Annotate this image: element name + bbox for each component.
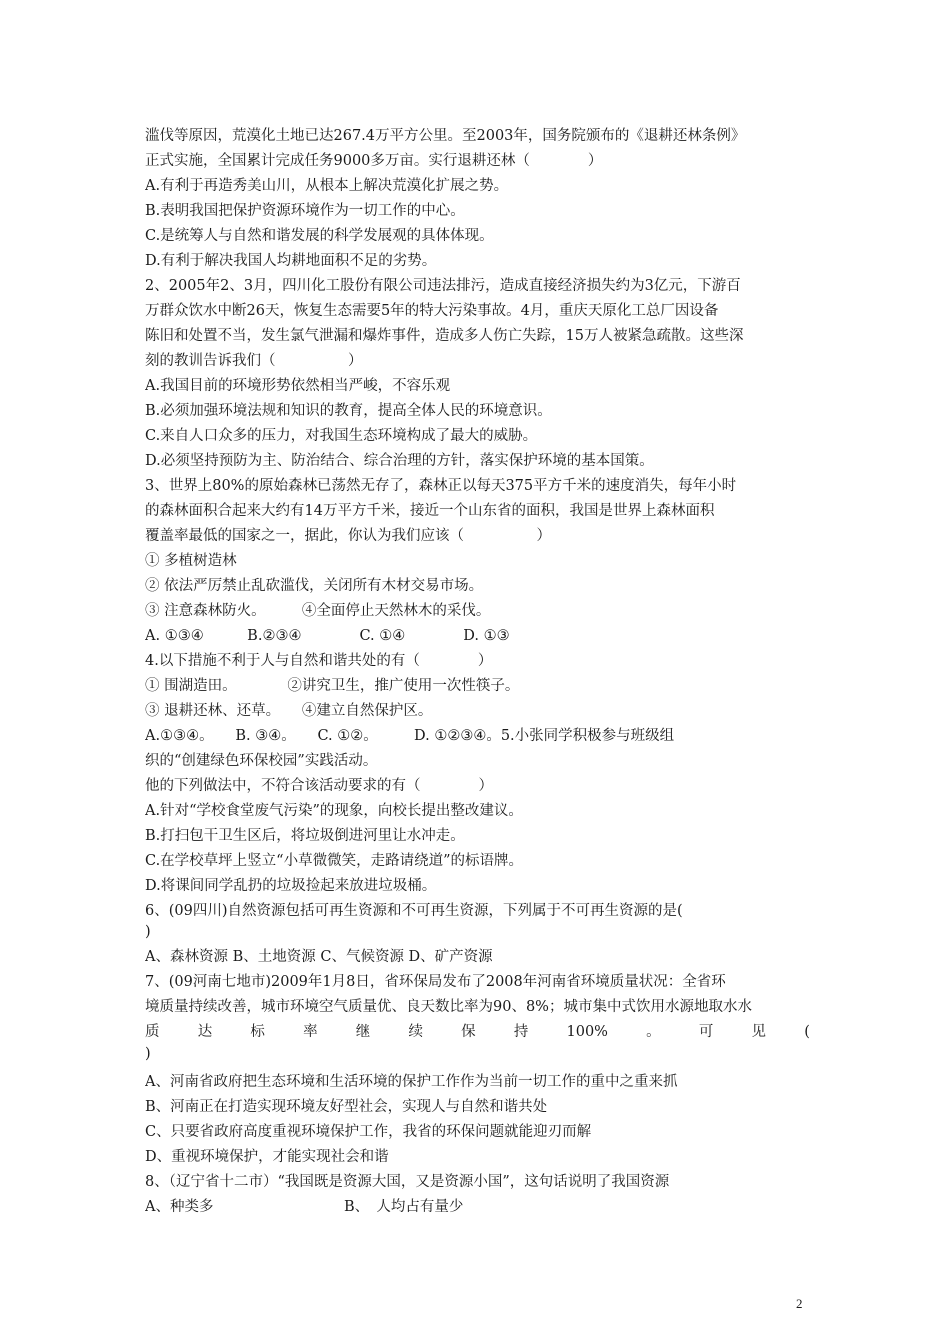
text-line: B.必须加强环境法规和知识的教育，提高全体人民的环境意识。 xyxy=(145,403,552,419)
justified-word: 达 xyxy=(197,1024,213,1040)
justified-word: 持 xyxy=(513,1024,529,1040)
justified-word: 继 xyxy=(355,1024,371,1040)
text-line: 织的“创建绿色环保校园”实践活动。 xyxy=(145,753,378,769)
justified-word: ( xyxy=(804,1024,810,1040)
justified-text-line xyxy=(145,1022,810,1044)
text-line: 的森林面积合起来大约有14万平方千米，接近一个山东省的面积，我国是世界上森林面积 xyxy=(145,503,715,519)
text-line: C.是统筹人与自然和谐发展的科学发展观的具体体现。 xyxy=(145,228,494,244)
text-line: 覆盖率最低的国家之一，据此，你认为我们应该（ ） xyxy=(145,528,551,544)
text-line: ) xyxy=(145,924,151,940)
text-line: 境质量持续改善，城市环境空气质量优、良天数比率为90、8%；城市集中式饮用水源地取水水 xyxy=(145,999,752,1015)
text-line: D.有利于解决我国人均耕地面积不足的劣势。 xyxy=(145,253,437,269)
text-line: 4.以下措施不利于人与自然和谐共处的有（ ） xyxy=(145,653,493,669)
text-line: D.将课间同学乱扔的垃圾捡起来放进垃圾桶。 xyxy=(145,878,437,894)
justified-word: 见 xyxy=(751,1024,767,1040)
text-line: A. ①③④ B.②③④ C. ①④ D. ①③ xyxy=(145,628,510,644)
text-line: A.有利于再造秀美山川，从根本上解决荒漠化扩展之势。 xyxy=(145,178,509,194)
text-line: 3、世界上80%的原始森林已荡然无存了，森林正以每天375平方千米的速度消失，每年小时 xyxy=(145,478,737,494)
text-line: 7、(09河南七地市)2009年1月8日，省环保局发布了2008年河南省环境质量状况：全省环 xyxy=(145,974,726,990)
justified-word: 可 xyxy=(698,1024,714,1040)
text-line: ② 依法严厉禁止乱砍滥伐，关闭所有木材交易市场。 xyxy=(145,578,484,594)
justified-word: 标 xyxy=(250,1024,265,1040)
text-line: 正式实施，全国累计完成任务9000多万亩。实行退耕还林（ ） xyxy=(145,153,603,169)
text-line: C、只要省政府高度重视环境保护工作，我省的环保问题就能迎刃而解 xyxy=(145,1124,592,1140)
text-line: A.①③④。 B. ③④。 C. ①②。 D. ①②③④。5.小张同学积极参与班级组 xyxy=(145,728,675,744)
text-line: C.来自人口众多的压力，对我国生态环境构成了最大的威胁。 xyxy=(145,428,538,444)
justified-word: 保 xyxy=(461,1024,476,1040)
text-line: 刻的教训告诉我们（ ） xyxy=(145,353,363,369)
text-line: A.我国目前的环境形势依然相当严峻，不容乐观 xyxy=(145,378,451,394)
text-line: B.打扫包干卫生区后，将垃圾倒进河里让水冲走。 xyxy=(145,828,465,844)
text-line: 6、(09四川)自然资源包括可再生资源和不可再生资源，下列属于不可再生资源的是( xyxy=(145,903,683,919)
text-line: 8、（辽宁省十二市）“我国既是资源大国，又是资源小国”，这句话说明了我国资源 xyxy=(145,1174,670,1190)
page-number: 2 xyxy=(796,1296,803,1311)
text-line: 2、2005年2、3月，四川化工股份有限公司违法排污，造成直接经济损失约为3亿元，下游百 xyxy=(145,278,741,294)
text-line: ① 围湖造田。 ②讲究卫生，推广使用一次性筷子。 xyxy=(145,678,520,694)
text-line: 陈旧和处置不当，发生氯气泄漏和爆炸事件，造成多人伤亡失踪，15万人被紧急疏散。这些深 xyxy=(145,328,744,344)
text-line: A、河南省政府把生态环境和生活环境的保护工作作为当前一切工作的重中之重来抓 xyxy=(145,1074,678,1090)
justified-word: 。 xyxy=(646,1024,661,1040)
text-line: D、重视环境保护，才能实现社会和谐 xyxy=(145,1149,389,1165)
text-line: 他的下列做法中，不符合该活动要求的有（ ） xyxy=(145,778,493,794)
text-line: ) xyxy=(145,1046,151,1062)
text-line: ③ 注意森林防火。 ④全面停止天然林木的采伐。 xyxy=(145,603,491,619)
text-line: 滥伐等原因，荒漠化土地已达267.4万平方公里。至2003年，国务院颁布的《退耕还林条例》 xyxy=(145,128,746,144)
justified-word: 率 xyxy=(303,1024,318,1040)
text-line: ① 多植树造林 xyxy=(145,553,237,569)
text-line: B.表明我国把保护资源环境作为一切工作的中心。 xyxy=(145,203,465,219)
text-line: A.针对“学校食堂废气污染”的现象，向校长提出整改建议。 xyxy=(145,803,523,819)
text-line: 万群众饮水中断26天，恢复生态需要5年的特大污染事故。4月，重庆天原化工总厂因设备 xyxy=(145,303,719,319)
justified-word: 续 xyxy=(408,1024,423,1040)
text-line: D.必须坚持预防为主、防治结合、综合治理的方针，落实保护环境的基本国策。 xyxy=(145,453,654,469)
justified-word: 质 xyxy=(145,1024,160,1040)
text-line: ③ 退耕还林、还草。 ④建立自然保护区。 xyxy=(145,703,433,719)
text-line: C.在学校草坪上竖立“小草微微笑，走路请绕道”的标语牌。 xyxy=(145,853,524,869)
text-line: A、种类多 B、 人均占有量少 xyxy=(145,1199,464,1215)
text-line: B、河南正在打造实现环境友好型社会，实现人与自然和谐共处 xyxy=(145,1099,548,1115)
justified-word: 100% xyxy=(566,1024,608,1040)
text-line: A、森林资源 B、土地资源 C、气候资源 D、矿产资源 xyxy=(145,949,493,965)
